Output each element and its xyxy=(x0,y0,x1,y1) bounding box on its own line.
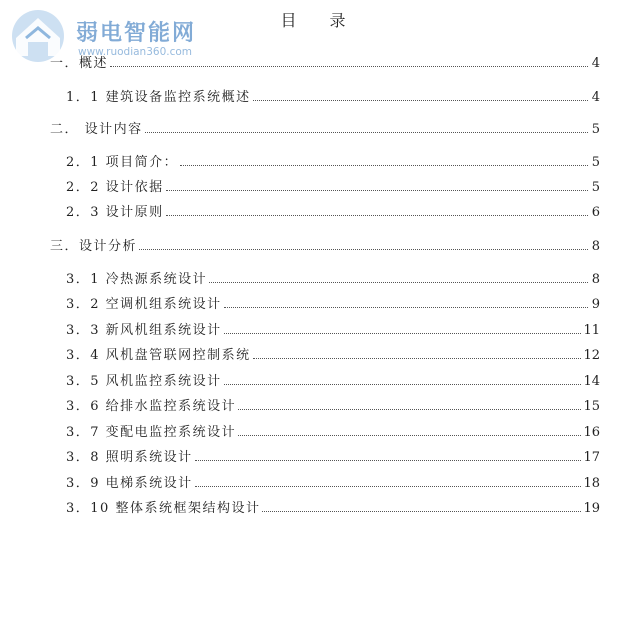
toc-entry-label: 三．设计分析 xyxy=(50,239,138,254)
toc-entry-page: 14 xyxy=(583,374,600,389)
toc-entry-page: 19 xyxy=(583,501,600,516)
toc-leader xyxy=(195,485,582,487)
toc-entry-page: 6 xyxy=(591,205,600,220)
toc-leader xyxy=(166,189,588,191)
toc-entry[interactable] xyxy=(66,369,600,389)
toc-leader xyxy=(209,281,588,283)
toc-entry[interactable] xyxy=(66,496,600,516)
document-title: 目 录 xyxy=(280,11,360,30)
toc-entry-label: 3．5 风机监控系统设计 xyxy=(66,374,222,389)
toc-entry[interactable] xyxy=(50,117,600,137)
toc-entry[interactable] xyxy=(66,267,600,287)
toc-entry[interactable] xyxy=(66,200,600,220)
toc-leader xyxy=(166,214,588,216)
toc-entry-page: 17 xyxy=(583,450,600,465)
toc-entry-page: 12 xyxy=(583,348,600,363)
toc-leader xyxy=(238,434,581,436)
toc-entry-page: 8 xyxy=(591,272,600,287)
toc-leader xyxy=(145,131,588,133)
toc-entry-page: 5 xyxy=(591,155,600,170)
watermark-name: 弱电智能网 xyxy=(76,21,197,46)
toc-entry-page: 18 xyxy=(583,476,600,491)
toc-leader xyxy=(180,164,588,166)
toc-entry-label: 3．6 给排水监控系统设计 xyxy=(66,399,237,414)
toc-entry[interactable] xyxy=(50,51,600,71)
toc-entry[interactable] xyxy=(66,420,600,440)
toc-entry-label: 1．1 建筑设备监控系统概述 xyxy=(66,90,251,105)
toc-entry-label: 3．8 照明系统设计 xyxy=(66,450,193,465)
toc-leader xyxy=(262,510,581,512)
toc-leader xyxy=(195,459,582,461)
toc-entry-label: 3．1 冷热源系统设计 xyxy=(66,272,208,287)
toc-leader xyxy=(238,408,581,410)
toc-leader xyxy=(224,306,588,308)
toc-entry-label: 3．9 电梯系统设计 xyxy=(66,476,193,491)
toc-leader xyxy=(139,248,588,250)
toc-entry-page: 9 xyxy=(591,297,600,312)
toc-entry-label: 3．4 风机盘管联网控制系统 xyxy=(66,348,251,363)
toc-entry-page: 4 xyxy=(591,90,600,105)
toc-leader xyxy=(253,357,582,359)
toc-entry[interactable] xyxy=(66,85,600,105)
toc-entry[interactable] xyxy=(66,445,600,465)
toc-entry-label: 一．概述 xyxy=(50,56,109,71)
toc-entry-label: 3．7 变配电监控系统设计 xyxy=(66,425,237,440)
toc-entry-label: 3．2 空调机组系统设计 xyxy=(66,297,222,312)
toc-entry[interactable] xyxy=(66,343,600,363)
toc-entry-page: 11 xyxy=(583,323,600,338)
toc-entry-page: 5 xyxy=(591,180,600,195)
toc-entry-page: 15 xyxy=(583,399,600,414)
toc-entry-page: 4 xyxy=(591,56,600,71)
toc-entry[interactable] xyxy=(66,150,600,170)
toc-entry-label: 2．1 项目简介： xyxy=(66,155,179,170)
toc-entry-page: 16 xyxy=(583,425,600,440)
toc-entry-label: 二． 设计内容 xyxy=(50,122,143,137)
toc-entry-label: 2．2 设计依据 xyxy=(66,180,164,195)
toc-entry-label: 2．3 设计原则 xyxy=(66,205,164,220)
toc-entry-page: 8 xyxy=(591,239,600,254)
toc-entry[interactable] xyxy=(66,394,600,414)
toc-entry[interactable] xyxy=(66,318,600,338)
toc-entry[interactable] xyxy=(66,175,600,195)
toc-entry-label: 3．10 整体系统框架结构设计 xyxy=(66,501,261,516)
toc-entry[interactable] xyxy=(50,234,600,254)
watermark-url: www.ruodian360.com xyxy=(78,46,193,58)
toc-entry[interactable] xyxy=(66,471,600,491)
toc-entry-page: 5 xyxy=(591,122,600,137)
toc-leader xyxy=(224,332,582,334)
toc-leader xyxy=(110,65,588,67)
toc-entry-label: 3．3 新风机组系统设计 xyxy=(66,323,222,338)
toc-entry[interactable] xyxy=(66,292,600,312)
toc-leader xyxy=(224,383,582,385)
toc-leader xyxy=(253,99,588,101)
